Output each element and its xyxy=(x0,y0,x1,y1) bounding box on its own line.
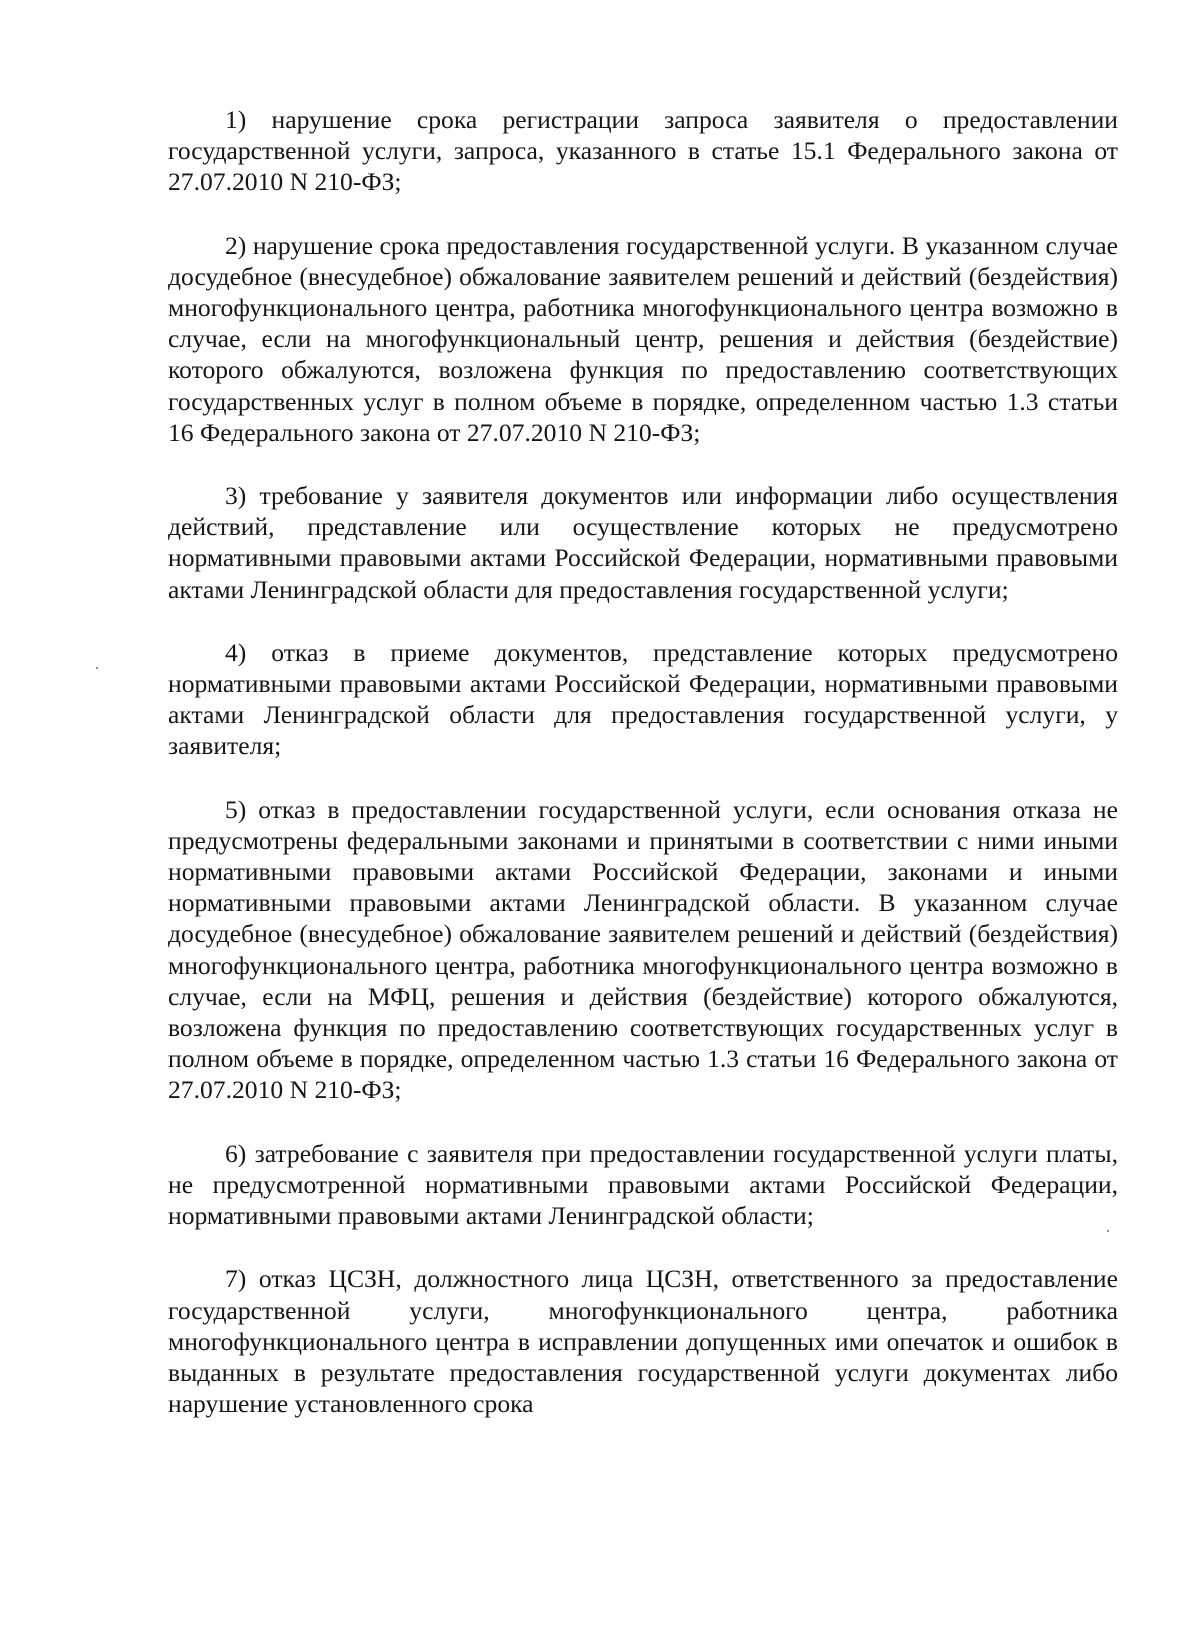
paragraph-4: 4) отказ в приеме документов, представление которых предусмотрено нормативными правовыми актами Российской Федерации, нормативными правовыми актами Ленинградской области для предоставления государственной услуги, у заявителя; xyxy=(168,637,1118,761)
paragraph-3: 3) требование у заявителя документов или информации либо осуществления действий, представление или осуществление которых не предусмотрено нормативными правовыми актами Российской Федерации, нормативными правовыми актами Ленинградской области для предоставления государственной услуги; xyxy=(168,481,1118,604)
paragraph-7: 7) отказ ЦСЗН, должностного лица ЦСЗН, ответственного за предоставление государственной услуги, многофункционального центра, работника многофункционального центра в исправлении допущенных ими опечаток и ошибок в выданных в результате предоставления государственной услуги документах либо нарушение установленного срока xyxy=(168,1264,1118,1419)
scan-speck xyxy=(1107,1230,1109,1232)
scan-speck xyxy=(96,667,98,669)
paragraph-2: 2) нарушение срока предоставления государственной услуги. В указанном случае досудебное (внесудебное) обжалование заявителем решений и действий (бездействия) многофункционального центра, работника многофункционального центра возможно в случае, если на многофункциональный центр, решения и действия (бездействие) которого обжалуются, возложена функция по предоставлению соответствующих государственных услуг в полном объеме в порядке, определенном частью 1.3 статьи 16 Федерального закона от 27.07.2010 N 210-ФЗ; xyxy=(168,230,1118,447)
paragraph-1: 1) нарушение срока регистрации запроса заявителя о предоставлении государственной услуги, запроса, указанного в статье 15.1 Федерального закона от 27.07.2010 N 210-ФЗ; xyxy=(168,105,1118,197)
paragraph-5: 5) отказ в предоставлении государственной услуги, если основания отказа не предусмотрены федеральными законами и принятыми в соответствии с ними иными нормативными правовыми актами Российской Федерации, законами и иными нормативными правовыми актами Ленинградской области. В указанном случае досудебное (внесудебное) обжалование заявителем решений и действий (бездействия) многофункционального центра, работника многофункционального центра возможно в случае, если на МФЦ, решения и действия (бездействие) которого обжалуются, возложена функция по предоставлению соответствующих государственных услуг в полном объеме в порядке, определенном частью 1.3 статьи 16 Федерального закона от 27.07.2010 N 210-ФЗ; xyxy=(168,794,1118,1105)
paragraph-6: 6) затребование с заявителя при предоставлении государственной услуги платы, не предусмотренной нормативными правовыми актами Российской Федерации, нормативными правовыми актами Ленинградской области; xyxy=(168,1138,1118,1231)
document-body xyxy=(168,104,1118,1419)
